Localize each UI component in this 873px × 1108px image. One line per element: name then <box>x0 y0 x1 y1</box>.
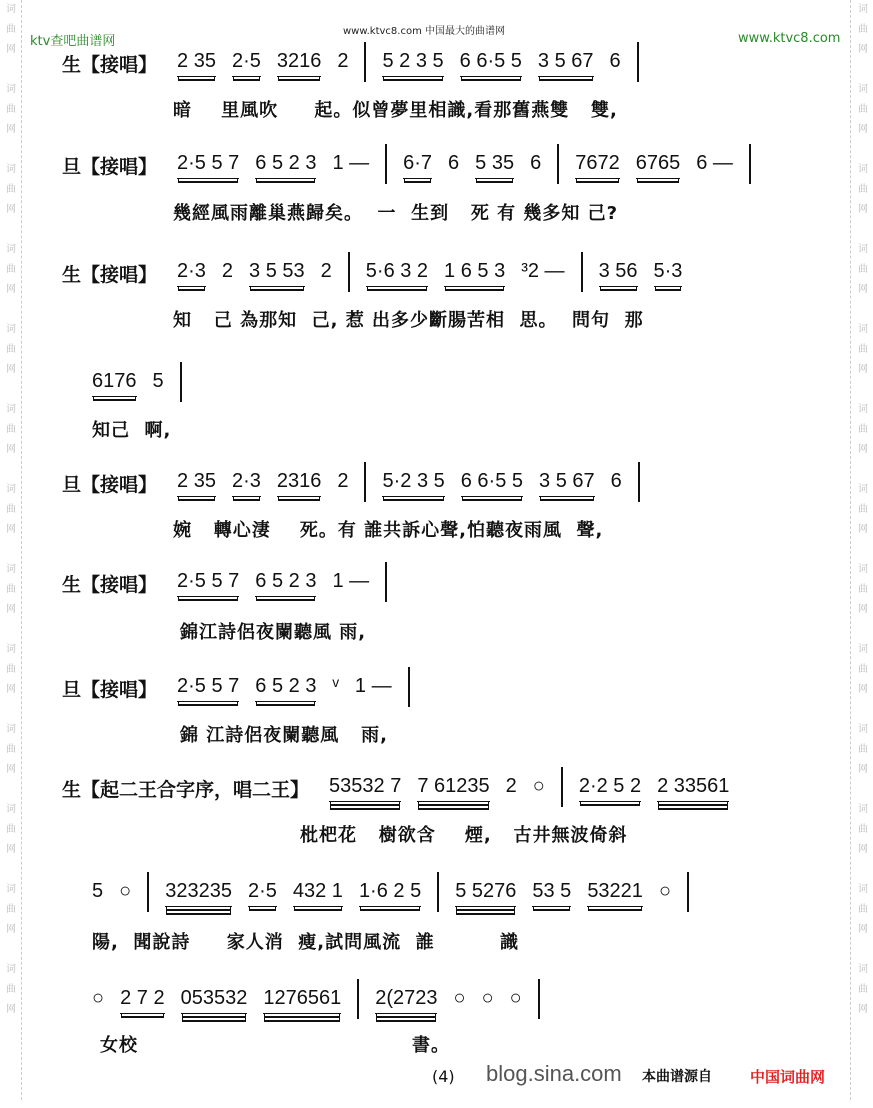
notation-line <box>62 675 410 707</box>
bar-line <box>357 979 359 1019</box>
note-group: 5·3 <box>654 260 683 287</box>
note-group: 2·5 5 7 <box>177 152 239 179</box>
note-group: ○ <box>119 880 132 902</box>
note-group: 5 5276 <box>455 880 516 907</box>
note-group: 53221 <box>587 880 643 907</box>
notation-line <box>62 50 639 82</box>
note-group: 6 6·5 5 <box>461 470 523 497</box>
note-group: 2·3 <box>177 260 206 287</box>
role-label: 生【起二王合字序，唱二王】 <box>62 779 310 801</box>
lyric-line: 知 己 為那知 己, 惹 出多少斷腸苦相 思。 問句 那 <box>173 310 644 331</box>
note-group: 3 56 <box>599 260 638 287</box>
bar-line <box>637 42 639 82</box>
side-watermark-left: 词 曲 网 词 曲 网 词 曲 网 词 曲 网 词 曲 网 词 曲 网 词 曲 网 词 曲 网 词 曲 网 词 曲 网 词 曲 网 词 曲 网 词 曲 网 <box>6 4 16 1015</box>
bar-line <box>557 144 559 184</box>
role-label: 生【接唱】 <box>62 54 158 76</box>
note-group: 2 <box>505 775 517 797</box>
note-group: 1 6 5 3 <box>444 260 505 287</box>
role-label: 生【接唱】 <box>62 574 158 596</box>
notation-line <box>92 987 540 1019</box>
note-group: 3 5 53 <box>249 260 305 287</box>
note-group: 5 2 3 5 <box>382 50 443 77</box>
note-group: ○ <box>509 987 522 1009</box>
header-url[interactable]: www.ktvc8.com <box>738 31 841 46</box>
lyric-line: 幾經風雨離巢燕歸矣。 一 生到 死 有 幾多知 己? <box>173 203 619 224</box>
note-group: ○ <box>481 987 494 1009</box>
role-label: 旦【接唱】 <box>62 474 158 496</box>
note-group: 2·2 5 2 <box>579 775 641 802</box>
note-group: 2·5 <box>232 50 261 77</box>
note-group: 1 — <box>332 570 370 592</box>
note-group: 2 33561 <box>657 775 729 802</box>
header-tagline: www.ktvc8.com 中国最大的曲谱网 <box>343 26 506 37</box>
note-group: 3 5 67 <box>539 470 595 497</box>
notation-line <box>92 370 182 402</box>
note-group: 3 5 67 <box>538 50 594 77</box>
note-group: 53532 7 <box>329 775 401 802</box>
note-group: 1 — <box>354 675 392 697</box>
note-group: 2 <box>320 260 332 282</box>
note-group: 2·3 <box>232 470 261 497</box>
role-label: 旦【接唱】 <box>62 156 158 178</box>
note-group: 2(2723 <box>375 987 437 1014</box>
bar-line <box>385 562 387 602</box>
note-group: 6 <box>610 470 622 492</box>
bar-line <box>437 872 439 912</box>
notation-line <box>62 152 751 184</box>
note-group: 5 <box>92 880 104 902</box>
bar-line <box>408 667 410 707</box>
side-watermark-right: 词 曲 网 词 曲 网 词 曲 网 词 曲 网 词 曲 网 词 曲 网 词 曲 网 词 曲 网 词 曲 网 词 曲 网 词 曲 网 词 曲 网 词 曲 网 <box>858 4 868 1015</box>
role-label: 生【接唱】 <box>62 264 158 286</box>
note-group: 6 <box>609 50 621 72</box>
note-group: 1·6 2 5 <box>359 880 421 907</box>
source-site[interactable]: 中国词曲网 <box>750 1068 826 1086</box>
note-group: 53 5 <box>532 880 571 907</box>
note-group: 6 — <box>696 152 733 174</box>
note-group: 1276561 <box>263 987 341 1014</box>
notation-line <box>62 775 729 807</box>
note-group: ᵛ <box>332 675 339 697</box>
note-group: ○ <box>532 775 545 797</box>
bar-line <box>364 42 366 82</box>
note-group: 2 <box>221 260 234 282</box>
bar-line <box>180 362 182 402</box>
notation-line <box>92 880 689 912</box>
note-group: 3216 <box>277 50 322 77</box>
left-margin-line <box>21 0 22 1100</box>
note-group: 6176 <box>92 370 137 397</box>
bar-line <box>749 144 751 184</box>
note-group: 5·6 3 2 <box>366 260 428 287</box>
note-group: 5 35 <box>475 152 514 179</box>
note-group: 7672 <box>575 152 620 179</box>
note-group: 2·5 5 7 <box>177 675 239 702</box>
lyric-line: 枇杷花 樹欲含 煙, 古井無波倚斜 <box>300 825 628 846</box>
note-group: 6 <box>530 152 542 174</box>
lyric-line: 錦 江詩侶夜闌聽風 雨, <box>180 725 388 746</box>
bar-line <box>147 872 149 912</box>
bar-line <box>561 767 563 807</box>
notation-line <box>62 570 387 602</box>
notation-line <box>62 470 640 502</box>
note-group: 5 <box>152 370 164 392</box>
note-group: 2 <box>337 470 349 492</box>
note-group: ○ <box>92 987 105 1009</box>
note-group: ○ <box>453 987 466 1009</box>
note-group: 6 6·5 5 <box>460 50 522 77</box>
bar-line <box>364 462 366 502</box>
lyric-line: 書。 <box>412 1035 450 1056</box>
note-group: 6765 <box>636 152 681 179</box>
right-margin-line <box>850 0 851 1100</box>
bar-line <box>348 252 350 292</box>
bar-line <box>385 144 387 184</box>
lyric-line: 陽, 聞說詩 家人消 瘦,試問風流 誰 識 <box>92 932 520 953</box>
page-number: (4) <box>432 1067 455 1086</box>
bar-line <box>687 872 689 912</box>
note-group: 2·5 <box>248 880 277 907</box>
note-group: 6·7 <box>403 152 432 179</box>
notation-line <box>62 260 682 292</box>
note-group: 1 — <box>332 152 370 174</box>
note-group: 2 35 <box>177 50 216 77</box>
bar-line <box>538 979 540 1019</box>
note-group: 2·5 5 7 <box>177 570 239 597</box>
note-group: 2 <box>337 50 349 72</box>
source-label: 本曲谱源自 <box>642 1069 712 1085</box>
lyric-line: 婉 轉心淒 死。有 誰共訴心聲,怕聽夜雨風 聲, <box>173 520 604 541</box>
note-group: 7 61235 <box>417 775 489 802</box>
note-group: ○ <box>658 880 672 902</box>
note-group: 323235 <box>165 880 232 907</box>
note-group: 2316 <box>277 470 322 497</box>
role-label: 旦【接唱】 <box>62 679 158 701</box>
note-group: 6 5 2 3 <box>255 152 316 179</box>
header-site-name[interactable]: ktv查吧曲谱网 <box>30 34 116 49</box>
note-group: 432 1 <box>293 880 343 907</box>
note-group: 6 <box>448 152 460 174</box>
lyric-line: 女校 <box>100 1035 138 1056</box>
note-group: 5·2 3 5 <box>382 470 444 497</box>
note-group: 2 7 2 <box>120 987 164 1014</box>
bar-line <box>638 462 640 502</box>
lyric-line: 暗 里風吹 起。似曾夢里相識,看那舊燕雙 雙, <box>173 100 618 121</box>
note-group: 2 35 <box>177 470 216 497</box>
lyric-line: 錦江詩侶夜闌聽風 雨, <box>180 622 367 643</box>
note-group: 6 5 2 3 <box>255 570 316 597</box>
note-group: 6 5 2 3 <box>255 675 316 702</box>
note-group: 053532 <box>181 987 248 1014</box>
note-group: ³2 — <box>521 260 565 282</box>
lyric-line: 知己 啊, <box>92 420 172 441</box>
blog-watermark: blog.sina.com <box>486 1061 622 1086</box>
bar-line <box>581 252 583 292</box>
